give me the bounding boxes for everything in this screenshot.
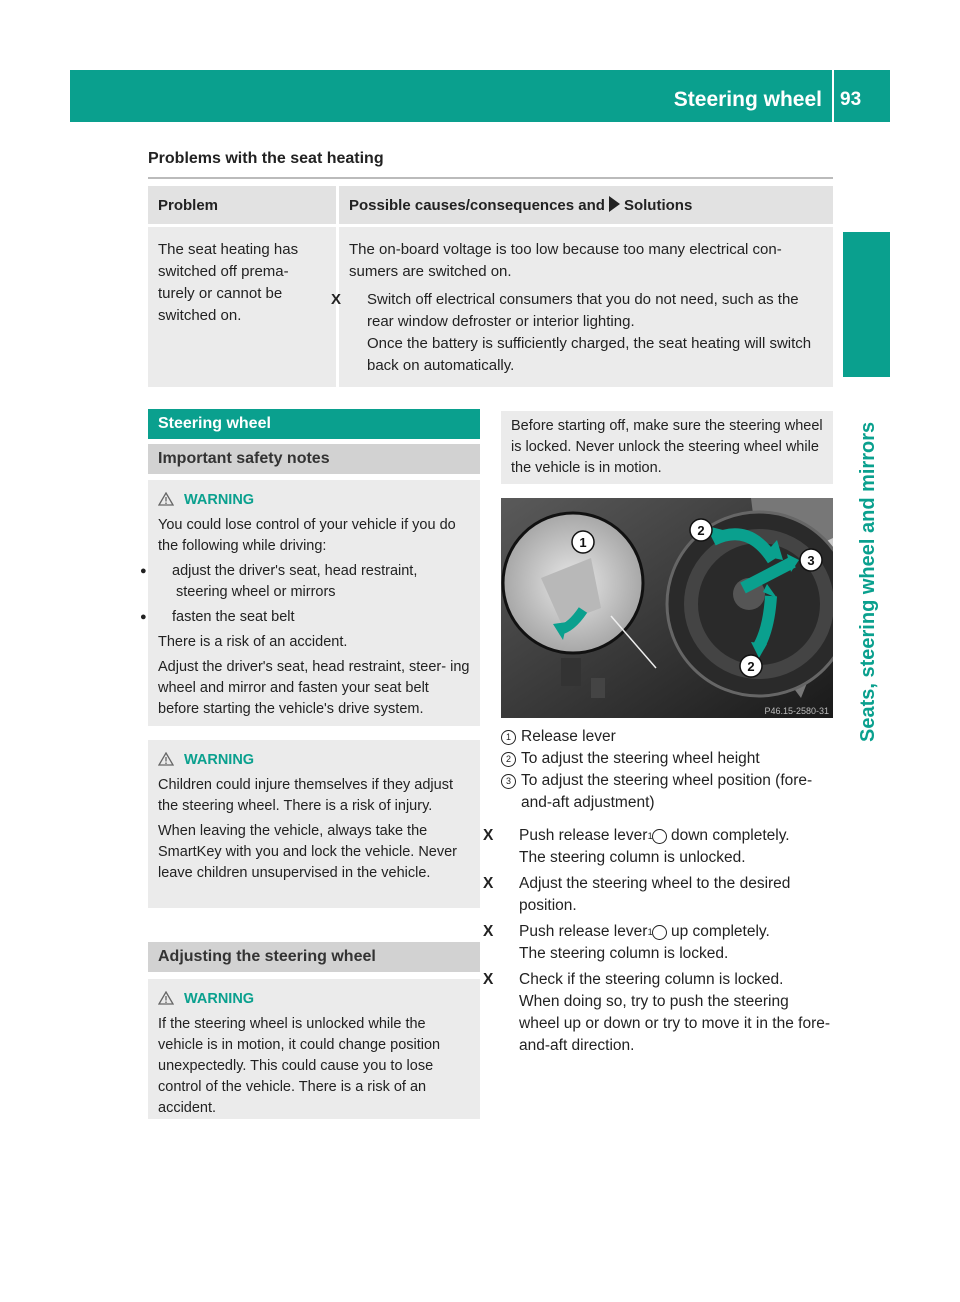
instruction-steps xyxy=(483,825,833,1061)
svg-text:1: 1 xyxy=(579,535,587,550)
callout-1-icon: 1 xyxy=(501,730,516,745)
side-tab-label-wrap xyxy=(855,372,895,772)
play-icon xyxy=(609,196,620,212)
legend-item xyxy=(501,770,833,814)
instruction-x-icon: X xyxy=(483,875,494,892)
heading-safety-notes: Important safety notes xyxy=(148,444,480,474)
instruction-x-icon: X xyxy=(331,291,342,308)
bullet-icon: ● xyxy=(140,565,147,577)
side-tab-label: Seats, steering wheel and mirrors xyxy=(857,421,879,742)
callout-1-icon: 1 xyxy=(652,925,667,940)
warning-label: WARNING xyxy=(184,991,255,1007)
warning-box-3 xyxy=(148,979,480,1119)
solution-text: Switch off electrical consumers that you do not need, such as the rear window defroster or interior lighting. xyxy=(367,291,799,330)
warning-label: WARNING xyxy=(184,752,255,768)
table-row xyxy=(148,227,833,387)
figure-code: P46.15-2580-31 xyxy=(764,706,829,716)
warning-icon xyxy=(158,752,174,766)
figure-legend xyxy=(501,726,833,814)
legend-text: To adjust the steering wheel height xyxy=(521,750,760,767)
bullet-icon: ● xyxy=(140,611,147,623)
section-heading-steering-wheel: Steering wheel xyxy=(148,409,480,439)
warning-bullet-text: adjust the driver's seat, head restraint, steering wheel or mirrors xyxy=(172,563,418,600)
callout-3-icon: 3 xyxy=(501,774,516,789)
cause-text: The on-board voltage is too low because too many electrical con- sumers are switched on. xyxy=(349,241,782,280)
page-number: 93 xyxy=(840,89,862,110)
step-text: Check if the steering column is locked. xyxy=(519,971,784,988)
instruction-step xyxy=(483,921,833,965)
step-result: The steering column is locked. xyxy=(519,945,729,962)
step-text: Push release lever xyxy=(519,827,648,844)
warning-text: Children could injure themselves if they adjust the steering wheel. There is a risk of injury. xyxy=(158,777,453,814)
instruction-step xyxy=(483,969,833,1057)
warning-box-2 xyxy=(148,740,480,908)
svg-text:3: 3 xyxy=(807,553,815,568)
svg-text:2: 2 xyxy=(747,659,755,674)
step-text: Push release lever xyxy=(519,923,648,940)
legend-item xyxy=(501,748,833,770)
step-result: When doing so, try to push the steering wheel up or down or try to move it in the fore-and-aft direction. xyxy=(519,993,831,1054)
side-tab xyxy=(843,232,890,377)
instruction-x-icon: X xyxy=(483,827,494,844)
warning-risk: There is a risk of an accident. xyxy=(158,634,348,650)
instruction-step xyxy=(483,873,833,917)
warning-bullet xyxy=(140,607,472,628)
col-header-solutions xyxy=(339,186,833,227)
legend-item xyxy=(501,726,833,748)
header-title: Steering wheel xyxy=(673,88,822,111)
warning-advice: Adjust the driver's seat, head restraint, steer- ing wheel and mirror and fasten your seat belt before starting the vehicle's drive system. xyxy=(158,659,470,717)
problem-cell: The seat heating has switched off prema- turely or cannot be switched on. xyxy=(148,227,339,387)
instruction-x-icon: X xyxy=(483,971,494,988)
steering-adjustment-figure xyxy=(501,498,833,718)
warning-icon xyxy=(158,991,174,1005)
legend-text: To adjust the steering wheel position (fore-and-aft adjustment) xyxy=(521,772,813,811)
warning-icon xyxy=(158,492,174,506)
header-separator xyxy=(832,70,834,122)
callout-1-icon: 1 xyxy=(652,829,667,844)
section-rule xyxy=(148,177,833,179)
table-header-row xyxy=(148,186,833,227)
svg-text:2: 2 xyxy=(697,523,705,538)
heading-adjusting-steering-wheel: Adjusting the steering wheel xyxy=(148,942,480,972)
instruction-step xyxy=(483,825,833,869)
instruction-x-icon: X xyxy=(483,923,494,940)
step-result: The steering column is unlocked. xyxy=(519,849,746,866)
legend-text: Release lever xyxy=(521,728,616,745)
problems-table xyxy=(148,186,833,387)
callout-2-icon: 2 xyxy=(501,752,516,767)
warning-intro: You could lose control of your vehicle if you do the following while driving: xyxy=(158,517,456,554)
warning-advice: When leaving the vehicle, always take the SmartKey with you and lock the vehicle. Never leave children unsupervised in the vehicle. xyxy=(158,823,457,881)
col-header-solutions-post: Solutions xyxy=(623,197,693,214)
step-text-post: down completely. xyxy=(671,827,790,844)
solution-result: Once the battery is sufficiently charged, the seat heating will switch back on automatically. xyxy=(367,335,812,374)
warning-bullet xyxy=(140,561,472,603)
step-text: Adjust the steering wheel to the desired position. xyxy=(519,875,791,914)
solution-step xyxy=(331,289,823,333)
col-header-problem: Problem xyxy=(148,186,339,227)
warning-box-1 xyxy=(140,480,480,726)
note-box: Before starting off, make sure the steering wheel is locked. Never unlock the steering wheel while the vehicle is in motion. xyxy=(501,411,833,484)
step-text-post: up completely. xyxy=(671,923,770,940)
solution-cell xyxy=(331,227,833,387)
warning-label: WARNING xyxy=(184,492,255,508)
figure-illustration xyxy=(501,498,833,718)
problems-title: Problems with the seat heating xyxy=(148,150,384,167)
warning-text: If the steering wheel is unlocked while the vehicle is in motion, it could change position unexpectedly. This could cause you to lose control of the vehicle. There is a risk of an accident. xyxy=(158,1016,441,1116)
col-header-solutions-pre: Possible causes/consequences and xyxy=(349,197,605,214)
warning-bullet-text: fasten the seat belt xyxy=(172,609,295,625)
